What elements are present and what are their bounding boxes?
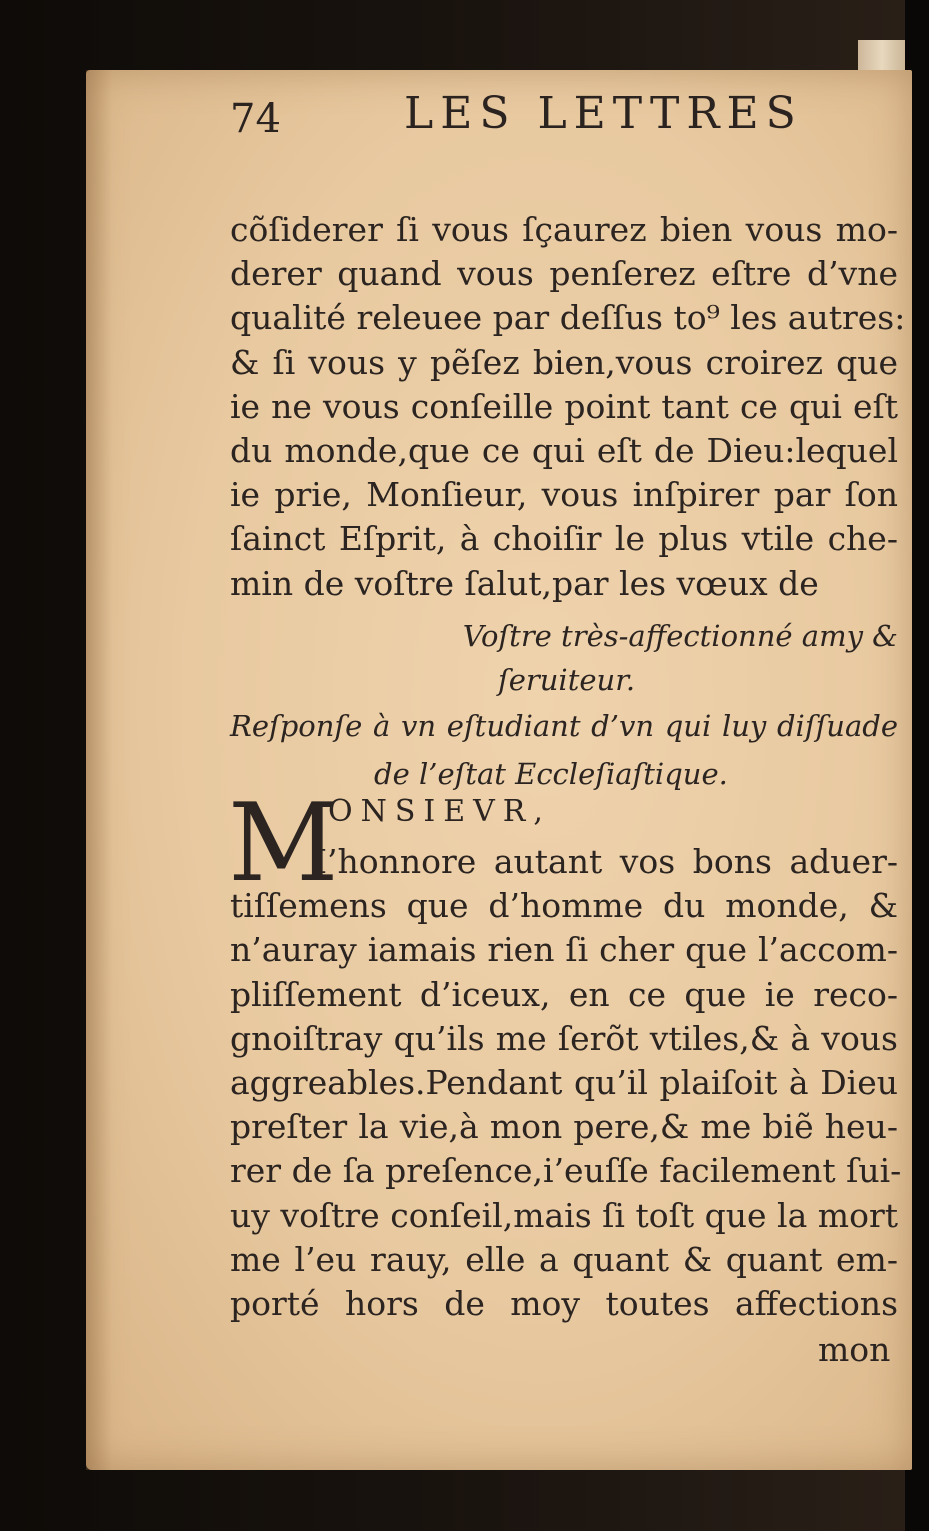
text-line: ie prie, Monſieur, vous inſpirer par ſon	[230, 475, 898, 515]
running-title: LES LETTRES	[404, 88, 803, 139]
text-line: derer quand vous penſerez eſtre d’vne	[230, 254, 898, 294]
text-line: gnoiſtray qu’ils me ſerõt vtiles,& à vous	[230, 1018, 898, 1058]
catchword: mon	[818, 1330, 891, 1369]
signature-line: ſeruiteur.	[498, 663, 636, 697]
heading-line: de l’eſtat Eccleſiaſtique.	[374, 757, 728, 791]
text-line: tiſſemens que d’homme du monde, &	[230, 886, 898, 926]
text-line: aggreables.Pendant qu’il plaiſoit à Dieu	[230, 1062, 898, 1102]
text-line: pliſſement d’iceux, en ce que ie reco-	[230, 974, 898, 1014]
text-line: rer de ſa preſence,i’euſſe facilement ſui-	[230, 1151, 902, 1191]
text-line: du monde,que ce qui eſt de Dieu:lequel	[230, 430, 898, 470]
text-line: n’auray iamais rien ſi cher que l’accom-	[230, 930, 898, 970]
text-line: & ſi vous y pẽſez bien,vous croirez que	[230, 342, 898, 382]
drop-capital: M	[228, 781, 339, 906]
reply-letter-text	[230, 840, 902, 1326]
letter-text-continued	[230, 208, 906, 606]
page-number: 74	[230, 96, 281, 142]
signature-line: Voſtre très-affectionné amy &	[462, 619, 898, 653]
page-header	[142, 86, 902, 146]
text-line: I’honnore autant vos bons aduer-	[314, 842, 898, 881]
letter-signature	[230, 614, 898, 702]
text-line: qualité releuee par deſſus to⁹ les autres:	[230, 298, 906, 338]
text-line: porté hors de moy toutes affections	[230, 1283, 898, 1323]
text-line: min de voſtre ſalut,par les vœux de	[230, 563, 819, 603]
text-line: preſter la vie,à mon pere,& me biẽ heu-	[230, 1107, 898, 1147]
text-line: cõſiderer ſi vous ſçaurez bien vous mo-	[230, 210, 898, 249]
text-line: ie ne vous conſeille point tant ce qui eſt	[230, 386, 898, 426]
text-line: uy voſtre conſeil,mais ſi toſt que la mort	[230, 1195, 898, 1235]
text-line: ſainct Eſprit, à choiſir le plus vtile che-	[230, 519, 898, 559]
heading-line: Reſponſe à vn eſtudiant d’vn qui luy diſſuade	[230, 709, 898, 743]
salutation: ONSIEVR,	[328, 794, 551, 829]
text-line: me l’eu rauy, elle a quant & quant em-	[230, 1239, 898, 1279]
